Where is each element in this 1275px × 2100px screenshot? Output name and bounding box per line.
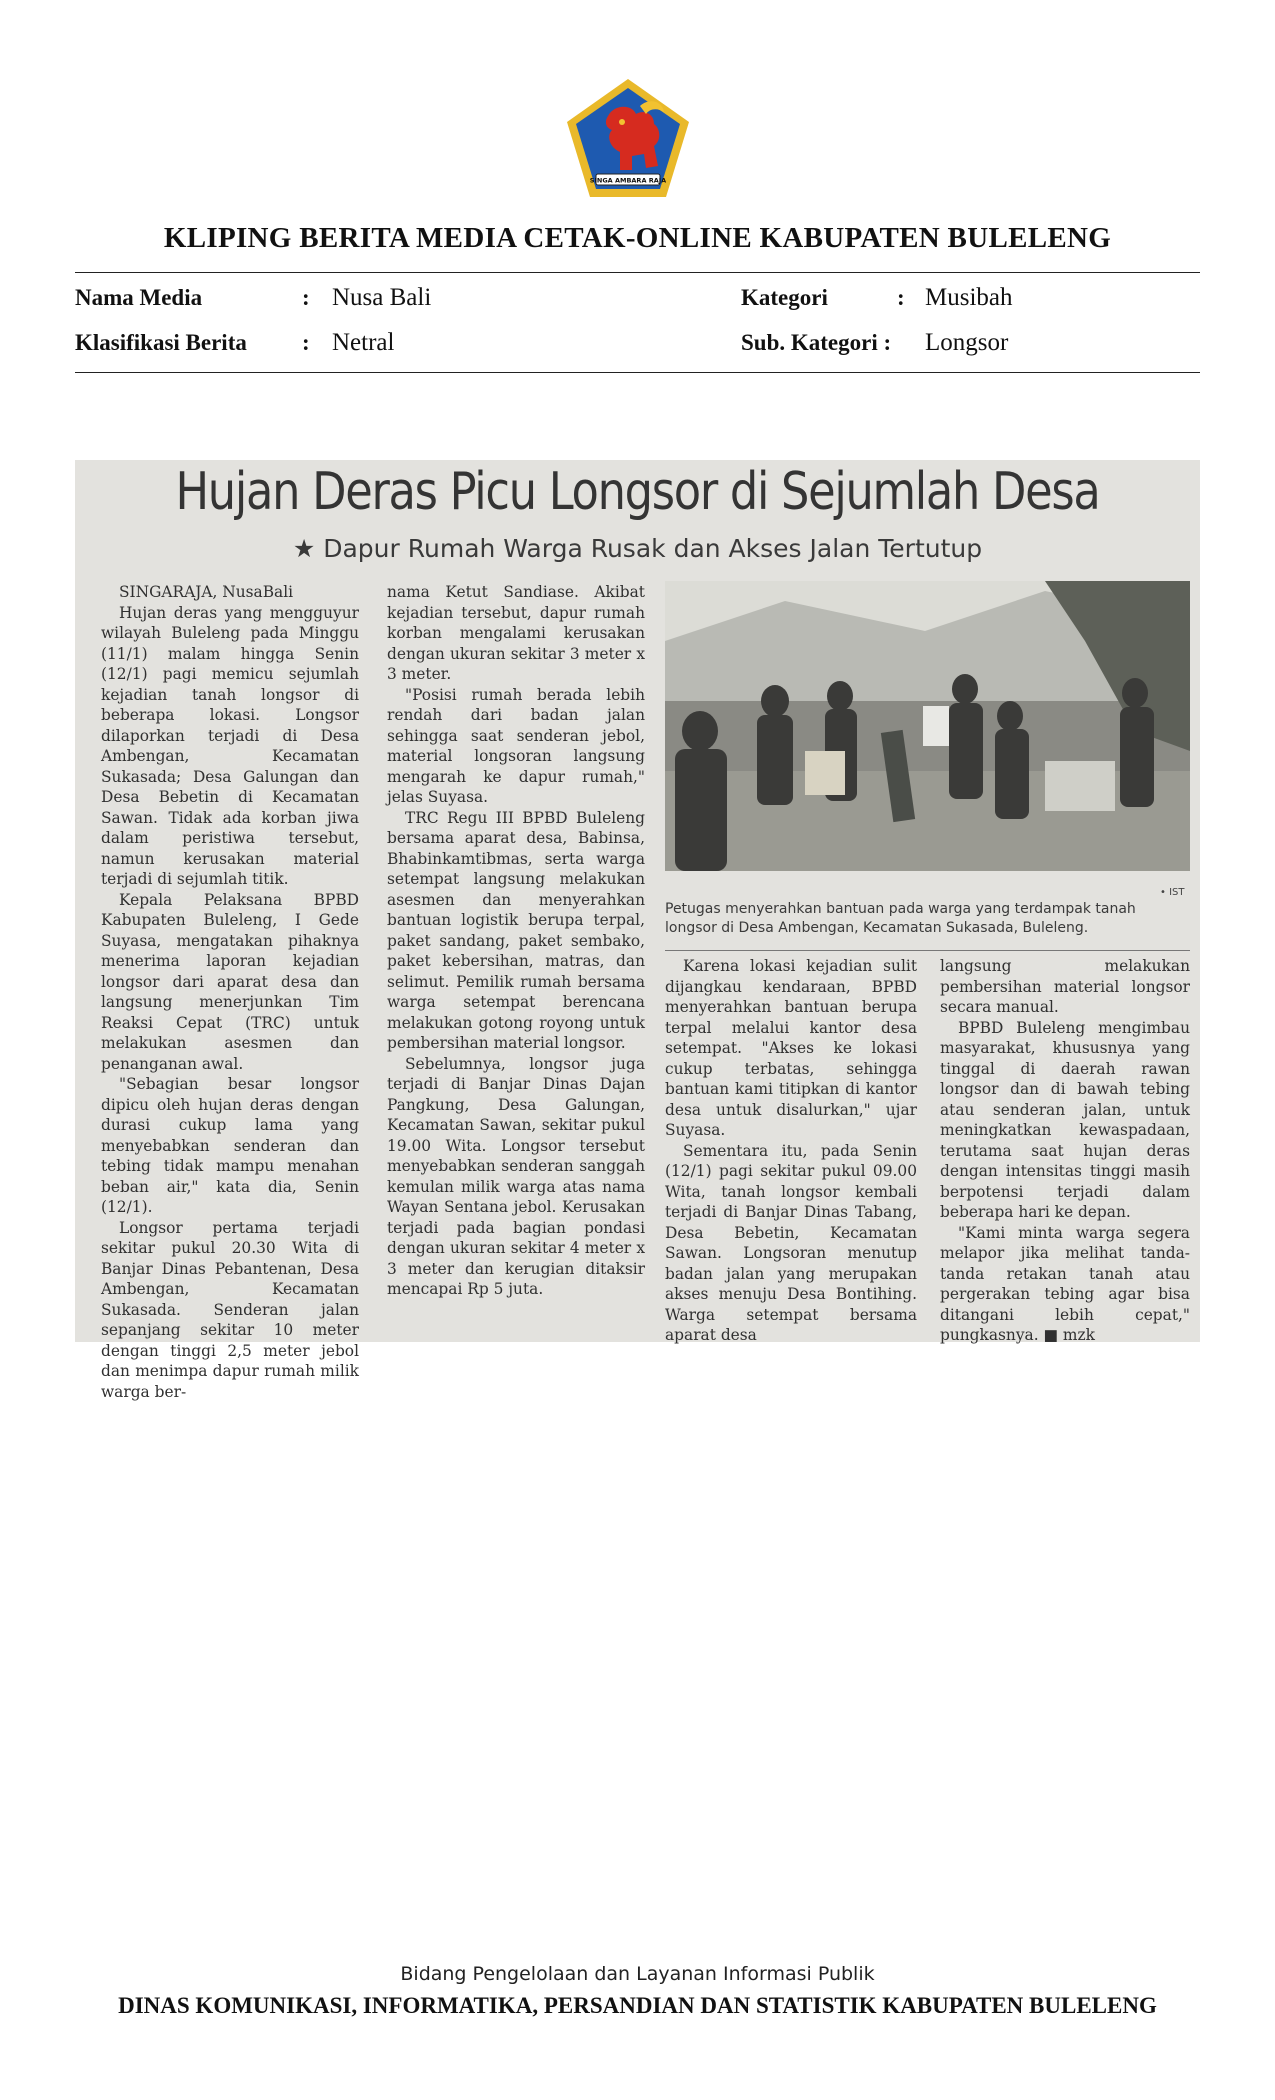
article-paragraph: Hujan deras yang mengguyur wilayah Buleleng pada Minggu (11/1) malam hingga Senin (12/1) pagi memicu sejumlah kejadian tanah longsor di beberapa lokasi. Longsor dilaporkan terjadi di Desa Ambengan, Kecamatan Sukasada; Desa Galungan dan Desa Bebetin di Kecamatan Sawan. Tidak ada korban jiwa dalam peristiwa tersebut, namun kerusakan material terjadi di sejumlah titik. [101, 603, 359, 888]
kategori-label: Kategori [741, 285, 828, 310]
top-divider [75, 272, 1200, 273]
buleleng-regency-emblem-icon [562, 76, 694, 200]
article-paragraph: BPBD Buleleng mengimbau masyarakat, khususnya yang tinggal di daerah rawan longsor dan di bawah tebing atau senderan jalan, untuk meningkatkan kewaspadaan, terutama saat hujan deras dengan intensitas tinggi masih berpotensi terjadi dalam beberapa hari ke depan. [940, 1018, 1190, 1221]
nama-media-label: Nama Media [75, 285, 203, 310]
article-paragraph: langsung melakukan pembersihan material longsor secara manual. [940, 957, 1190, 1016]
sub-kategori-label: Sub. Kategori : [741, 330, 892, 355]
article-paragraph: Sementara itu, pada Senin (12/1) pagi sekitar pukul 09.00 Wita, tanah longsor kembali terjadi di Banjar Dinas Tabang, Desa Bebetin, Kecamatan Sawan. Longsoran menutup badan jalan yang merupakan akses menuju Desa Bontihing. Warga setempat bersama aparat desa [665, 1141, 917, 1344]
article-dateline: SINGARAJA, NusaBali [119, 583, 294, 601]
logo-motto: SINGA AMBARA RAJA [589, 176, 667, 185]
kategori-value: Musibah [925, 284, 1013, 311]
kategori-colon: : [897, 285, 905, 310]
article-paragraph: nama Ketut Sandiase. Akibat kejadian tersebut, dapur rumah korban mengalami kerusakan dengan ukuran sekitar 3 meter x 3 meter. [387, 583, 645, 683]
article-paragraph: Sebelumnya, longsor juga terjadi di Banjar Dinas Dajan Pangkung, Desa Galungan, Kecamatan Sawan, sekitar pukul 19.00 Wita. Longsor tersebut menyebabkan senderan sanggah kemulan milik warga atas nama Wayan Sentana jebol. Kerusakan terjadi pada bagian pondasi dengan ukuran sekitar 4 meter x 3 meter dan kerugian ditaksir mencapai Rp 5 juta. [387, 1054, 645, 1298]
footer-division: Bidang Pengelolaan dan Layanan Informasi Publik [400, 1963, 875, 1985]
news-clipping [75, 460, 1200, 1401]
article-column-4 [940, 956, 1190, 1344]
nama-media-value: Nusa Bali [332, 284, 432, 311]
article-column-2 [387, 582, 645, 1337]
buleleng-emblem-logo [562, 76, 694, 200]
article-paragraph: TRC Regu III BPBD Buleleng bersama aparat desa, Babinsa, Bhabinkamtibmas, serta warga setempat langsung melakukan asesmen dan menyerahkan bantuan logistik berupa terpal, paket sandang, paket sembako, paket kebersihan, matras, dan selimut. Pemilik rumah bersama warga setempat berencana melakukan gotong royong untuk pembersihan material longsor. [387, 808, 645, 1052]
article-paragraph: "Kami minta warga segera melapor jika melihat tanda-tanda retakan tanah atau pergerakan tebing agar bisa ditangani lebih cepat," pungkasnya. ■ mzk [940, 1223, 1190, 1344]
sub-kategori-value: Longsor [925, 329, 1009, 356]
photo-caption: Petugas menyerahkan bantuan pada warga yang terdampak tanah longsor di Desa Ambengan, Kecamatan Sukasada, Buleleng. [665, 901, 1136, 936]
aid-handover-photo-icon [665, 581, 1190, 871]
news-photo [665, 581, 1190, 871]
document-title: KLIPING BERITA MEDIA CETAK-ONLINE KABUPATEN BULELENG [163, 222, 1112, 254]
photo-credit: • IST [1160, 887, 1185, 898]
article-column-3 [665, 956, 917, 1344]
article-paragraph: Longsor pertama terjadi sekitar pukul 20.30 Wita di Banjar Dinas Pebantenan, Desa Ambengan, Kecamatan Sukasada. Senderan jalan sepanjang sekitar 10 meter dengan tinggi 2,5 meter jebol dan menimpa dapur rumah milik warga ber- [101, 1218, 359, 1401]
article-headline: Hujan Deras Picu Longsor di Sejumlah Desa [175, 462, 1100, 522]
klasifikasi-label: Klasifikasi Berita [75, 330, 247, 355]
caption-divider [665, 950, 1190, 951]
meta-divider [75, 372, 1200, 373]
article-paragraph: "Sebagian besar longsor dipicu oleh hujan deras dengan durasi cukup lama yang menyebabkan senderan dan tebing tidak mampu menahan beban air," kata dia, Senin (12/1). [101, 1075, 359, 1216]
article-paragraph: "Posisi rumah berada lebih rendah dari badan jalan sehingga saat senderan jebol, material longsoran langsung mengarah ke dapur rumah," jelas Suyasa. [387, 685, 645, 806]
article-subheadline: ★ Dapur Rumah Warga Rusak dan Akses Jalan Tertutup [292, 534, 983, 563]
article-paragraph: Karena lokasi kejadian sulit dijangkau kendaraan, BPBD menyerahkan bantuan berupa terpal melalui kantor desa setempat. "Akses ke lokasi cukup terbatas, sehingga bantuan kami titipkan di kantor desa untuk disalurkan," ujar Suyasa. [665, 957, 917, 1139]
klasifikasi-colon: : [302, 330, 310, 355]
nama-media-colon: : [302, 285, 310, 310]
klasifikasi-value: Netral [332, 329, 395, 356]
article-paragraph: Kepala Pelaksana BPBD Kabupaten Buleleng, I Gede Suyasa, mengatakan pihaknya menerima laporan kejadian longsor dari aparat desa dan langsung menerjunkan Tim Reaksi Cepat (TRC) untuk melakukan asesmen dan penanganan awal. [101, 890, 359, 1073]
article-column-1 [101, 582, 359, 1401]
footer-agency: DINAS KOMUNIKASI, INFORMATIKA, PERSANDIAN DAN STATISTIK KABUPATEN BULELENG [118, 1993, 1157, 2018]
